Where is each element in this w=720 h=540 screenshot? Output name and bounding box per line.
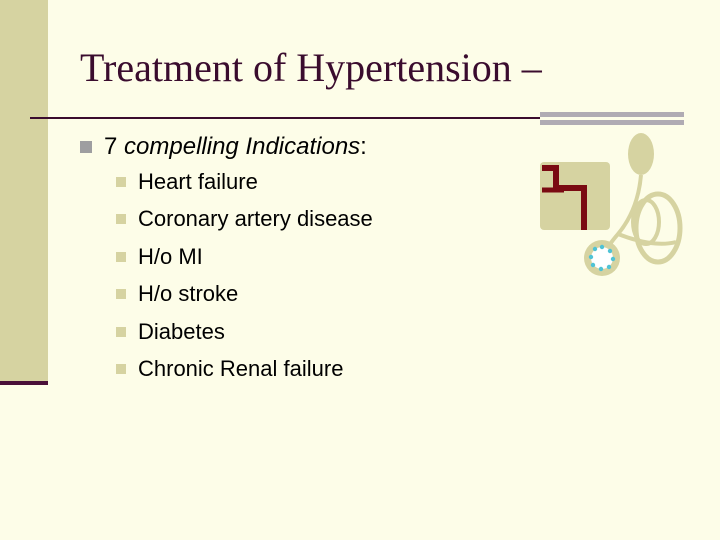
- slide-title: Treatment of Hypertension –: [80, 45, 542, 90]
- main-bullet-emphasis: compelling Indications: [124, 133, 361, 160]
- divider-accent-bottom: [540, 120, 684, 125]
- main-bullet-suffix: :: [360, 133, 367, 160]
- square-bullet-icon: [116, 289, 126, 299]
- left-accent-bar: [0, 0, 48, 382]
- list-item: H/o MI: [116, 238, 520, 276]
- main-bullet-text: [104, 133, 367, 161]
- sphygmomanometer-icon: [536, 130, 686, 280]
- indication-list: [80, 163, 520, 388]
- square-bullet-icon: [80, 141, 92, 153]
- main-bullet: [80, 131, 520, 163]
- title-divider: [30, 117, 540, 119]
- left-accent-bar-foot: [0, 381, 48, 385]
- list-item: Chronic Renal failure: [116, 351, 520, 389]
- bullet-list: [80, 131, 520, 388]
- list-item: Coronary artery disease: [116, 201, 520, 239]
- divider-accent-top: [540, 112, 684, 117]
- square-bullet-icon: [116, 177, 126, 187]
- main-bullet-number: 7: [104, 133, 118, 160]
- list-item: H/o stroke: [116, 276, 520, 314]
- square-bullet-icon: [116, 327, 126, 337]
- square-bullet-icon: [116, 214, 126, 224]
- list-item: Heart failure: [116, 163, 520, 201]
- list-item: Diabetes: [116, 313, 520, 351]
- square-bullet-icon: [116, 252, 126, 262]
- square-bullet-icon: [116, 364, 126, 374]
